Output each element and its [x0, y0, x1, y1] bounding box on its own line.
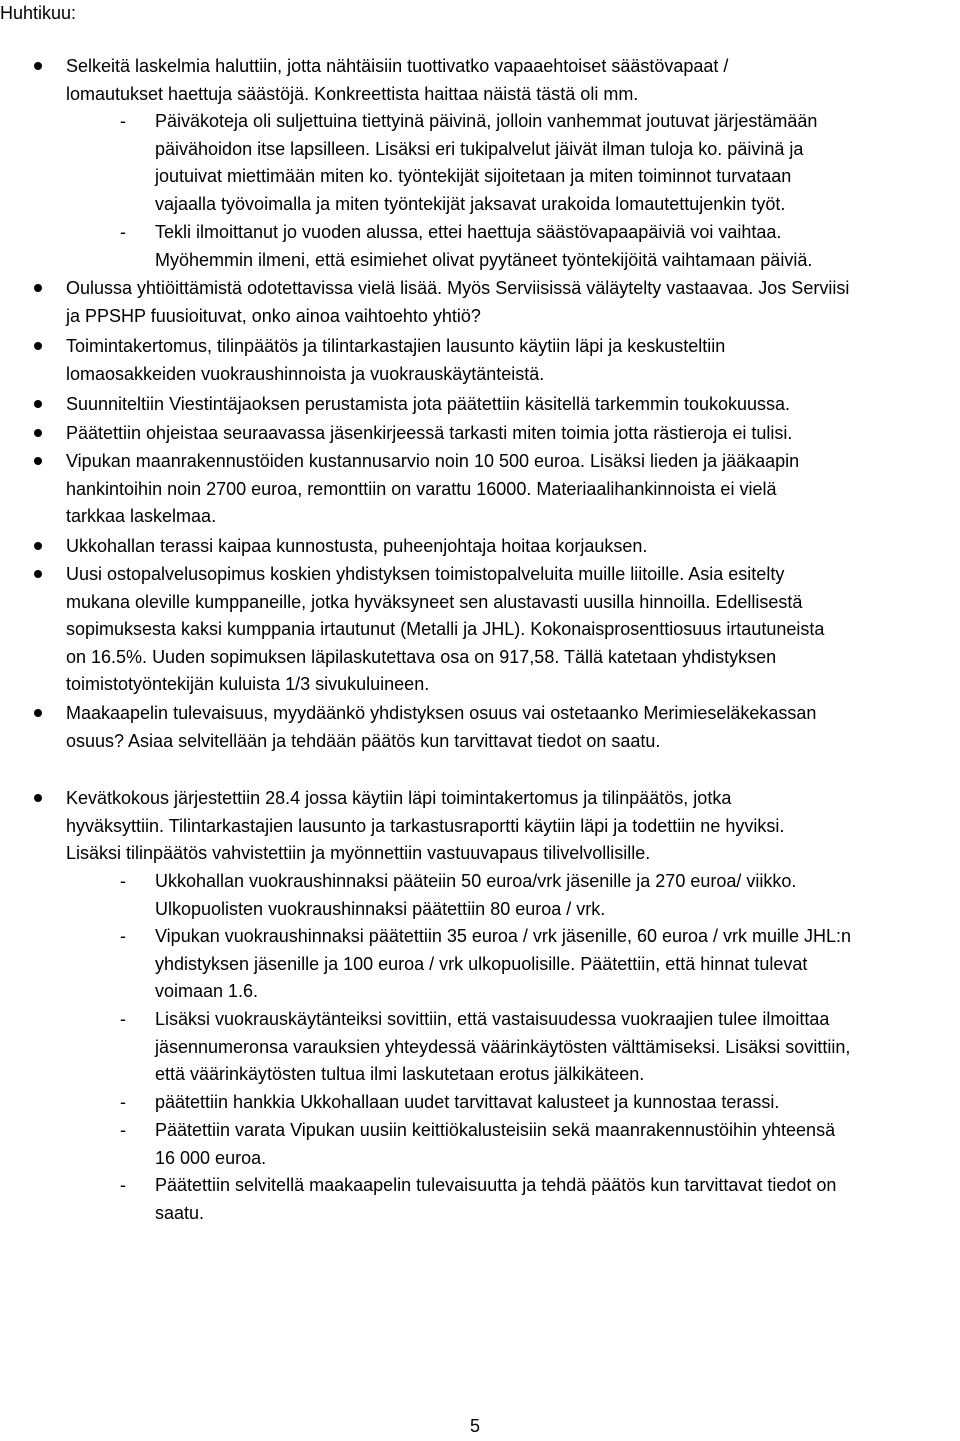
sub-list-item-text: Tekli ilmoittanut jo vuoden alussa, ettei haettuja säästövapaapäiviä voi vaihtaa.: [155, 222, 782, 242]
list-item-text: Vipukan maanrakennustöiden kustannusarvio noin 10 500 euroa. Lisäksi lieden ja jääkaapin: [66, 451, 800, 471]
list-item-text: Lisäksi tilinpäätös vahvistettiin ja myönnettiin vastuuvapaus tilivelvollisille.: [66, 843, 651, 864]
sub-list-item-text: 16 000 euroa.: [155, 1147, 267, 1168]
sub-list-item-text: yhdistyksen jäsenille ja 100 euroa / vrk ulkopuolisille. Päätettiin, että hinnat tulevat: [155, 953, 808, 974]
list-item-text: sopimuksesta kaksi kumppania irtautunut (Metalli ja JHL). Kokonaisprosenttiosuus irtautuneista: [66, 619, 825, 640]
list-item-text: mukana oleville kumppaneille, jotka hyväksyneet sen alustavasti uusilla hinnoilla. Edellisestä: [66, 591, 803, 612]
list-item-text: Ukkohallan terassi kaipaa kunnostusta, puheenjohtaja hoitaa korjauksen.: [66, 536, 648, 556]
list-item-text: on 16.5%. Uuden sopimuksen läpilaskutettava osa on 917,58. Tällä katetaan yhdistyksen: [66, 646, 777, 667]
sub-list-item-text: vajaalla työvoimalla ja miten työntekijät jaksavat urakoida lomautettujenkin työt.: [155, 193, 786, 214]
sub-list-item-text: jäsennumeronsa varauksien yhteydessä väärinkäytösten välttämiseksi. Lisäksi sovittiin,: [155, 1036, 851, 1057]
list-item-text: tarkkaa laskelmaa.: [66, 506, 217, 527]
page-number: 5: [470, 1416, 481, 1436]
list-item-text: hyväksyttiin. Tilintarkastajien lausunto ja tarkastusraportti käytiin läpi ja todettiin ne hyviksi.: [66, 815, 785, 836]
sub-list-item-text: Vipukan vuokraushinnaksi päätettiin 35 euroa / vrk jäsenille, 60 euroa / vrk muille JHL:n: [155, 926, 852, 946]
sub-list-item-text: Ulkopuolisten vuokraushinnaksi päätettiin 80 euroa / vrk.: [155, 898, 606, 919]
sub-list-item-text: Ukkohallan vuokraushinnaksi pääteiin 50 euroa/vrk jäsenille ja 270 euroa/ viikko.: [155, 871, 797, 891]
list-item-text: lomaosakkeiden vuokraushinnoista ja vuokrauskäytänteistä.: [66, 363, 545, 384]
sub-list-item-text: Päätettiin selvitellä maakaapelin tulevaisuutta ja tehdä päätös kun tarvittavat tiedot on: [155, 1175, 837, 1195]
list-item-text: Kevätkokous järjestettiin 28.4 jossa käytiin läpi toimintakertomus ja tilinpäätös, jotka: [66, 788, 732, 808]
list-item-text: lomautukset haettuja säästöjä. Konkreettista haittaa näistä tästä oli mm.: [66, 83, 639, 104]
sub-list-item-text: Myöhemmin ilmeni, että esimiehet olivat pyytäneet työntekijöitä vaihtamaan päiviä.: [155, 249, 813, 270]
list-item-text: Uusi ostopalvelusopimus koskien yhdistyksen toimistopalveluita muille liitoille. Asia esitelty: [66, 564, 785, 584]
sub-list-item-text: päätettiin hankkia Ukkohallaan uudet tarvittavat kalusteet ja kunnostaa terassi.: [155, 1092, 780, 1112]
sub-list-item-text: Päiväkoteja oli suljettuina tiettyinä päivinä, jolloin vanhemmat joutuvat järjestämään: [155, 111, 818, 131]
list-item-text: Selkeitä laskelmia haluttiin, jotta nähtäisiin tuottivatko vapaaehtoiset säästövapaat /: [66, 56, 729, 76]
sub-list-item-text: että väärinkäytösten tultua ilmi laskutetaan erotus jälkikäteen.: [155, 1064, 645, 1085]
list-item-text: Päätettiin ohjeistaa seuraavassa jäsenkirjeessä tarkasti miten toimia jotta rästieroja ei tulisi.: [66, 423, 793, 443]
list-item-text: osuus? Asiaa selvitellään ja tehdään päätös kun tarvittavat tiedot on saatu.: [66, 730, 661, 751]
list-item-text: ja PPSHP fuusioituvat, onko ainoa vaihtoehto yhtiö?: [66, 305, 481, 326]
sub-list-item-text: Lisäksi vuokrauskäytänteiksi sovittiin, että vastaisuudessa vuokraajien tulee ilmoittaa: [155, 1009, 830, 1029]
list-item-text: Maakaapelin tulevaisuus, myydäänkö yhdistyksen osuus vai ostetaanko Merimieseläkekassan: [66, 703, 817, 723]
list-item-text: Oulussa yhtiöittämistä odotettavissa vielä lisää. Myös Serviisissä väläytelty vastaavaa. Jos Serviisi: [66, 278, 850, 298]
sub-list-item-text: joutuivat miettimään miten ko. työntekijät sijoitetaan ja miten toiminnot turvataan: [155, 166, 792, 187]
sub-list-item-text: päivähoidon itse lapsilleen. Lisäksi eri tukipalvelut jäivät ilman tuloja ko. päivinä ja: [155, 138, 804, 159]
sub-list-item-text: Päätettiin varata Vipukan uusiin keittiökalusteisiin sekä maanrakennustöihin yhteensä: [155, 1120, 836, 1140]
list-item-text: Suunniteltiin Viestintäjaoksen perustamista jota päätettiin käsitellä tarkemmin toukokuussa.: [66, 394, 791, 414]
sub-list-item-text: saatu.: [155, 1202, 205, 1223]
list-item-text: toimistotyöntekijän kuluista 1/3 sivukuluineen.: [66, 674, 430, 695]
list-item-text: Toimintakertomus, tilinpäätös ja tilintarkastajien lausunto käytiin läpi ja keskusteltiin: [66, 336, 726, 356]
list-item-text: hankintoihin noin 2700 euroa, remonttiin on varattu 16000. Materiaalihankinnoista ei vielä: [66, 478, 777, 499]
sub-list-item-text: voimaan 1.6.: [155, 981, 259, 1002]
page-heading: Huhtikuu:: [0, 3, 77, 23]
